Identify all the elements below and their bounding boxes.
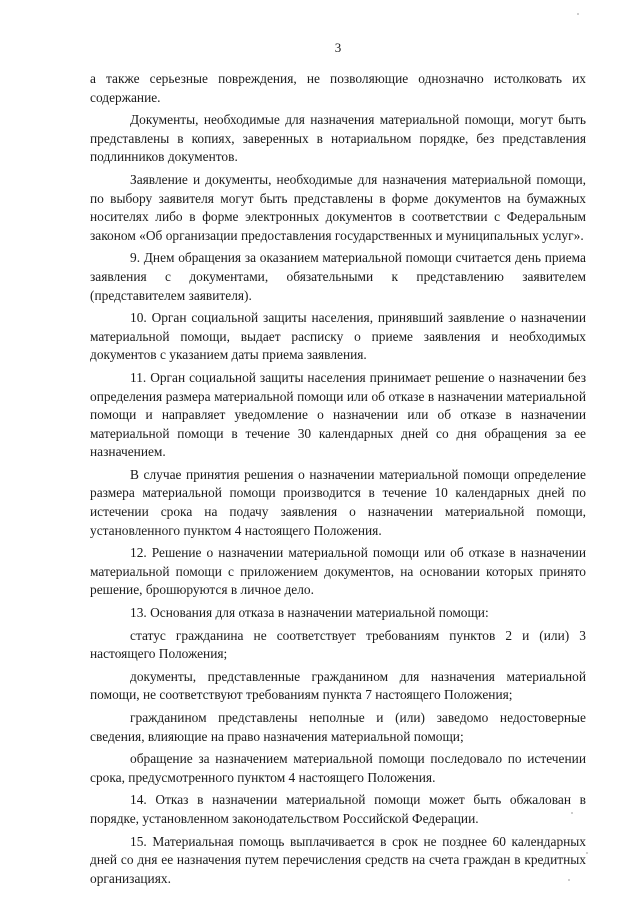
scan-speck [571,812,573,814]
paragraph-item-9: 9. Днем обращения за оказанием материальной помощи считается день приема заявления с документами, обязательными к представлению заявителем (представителем заявителя). [90,250,586,303]
list-item: документы, представленные гражданином для назначения материальной помощи, не соответствуют требованиям пункта 7 настоящего Положения; [90,668,586,703]
paragraph-item-14: 14. Отказ в назначении материальной помощи может быть обжалован в порядке, установленном законодательством Российской Федерации. [90,792,586,826]
document-body [90,70,586,888]
paragraph: Документы, необходимые для назначения материальной помощи, могут быть представлены в копиях, заверенных в нотариальном порядке, без представления подлинников документов. [90,112,586,165]
paragraph-item-10: 10. Орган социальной защиты населения, принявший заявление о назначении материальной помощи, выдает расписку о приеме заявления и необходимых документов с указанием даты приема заявления. [90,310,586,363]
paragraph-item-12: 12. Решение о назначении материальной помощи или об отказе в назначении материальной помощи с приложением документов, на основании которых принято решение, брошюруются в личное дело. [90,545,586,598]
paragraph: Заявление и документы, необходимые для назначения материальной помощи, по выбору заявителя могут быть представлены в форме документов на бумажных носителях либо в форме электронных документов в соответствии с Федеральным законом «Об организации предоставления государственных и муниципальных услуг». [90,171,586,243]
scan-speck [586,852,588,854]
paragraph-item-13: 13. Основания для отказа в назначении материальной помощи: [130,605,489,621]
paragraph-item-11: 11. Орган социальной защиты населения принимает решение о назначении без определения размера материальной помощи или об отказе в назначении материальной помощи и направляет уведомление о назначении или об отказе в назначении материальной помощи в течение 30 календарных дней со дня обращения за ее назначением. [90,369,586,460]
scan-speck [577,13,579,15]
scan-speck [568,879,570,881]
list-item: статус гражданина не соответствует требованиям пунктов 2 и (или) 3 настоящего Положения; [90,627,586,662]
page-number: 3 [334,40,342,55]
list-item: обращение за назначением материальной помощи последовало по истечении срока, предусмотренного пунктом 4 настоящего Положения. [90,751,586,785]
list-item: гражданином представлены неполные и (или) заведомо недостоверные сведения, влияющие на право назначения материальной помощи; [90,710,586,744]
paragraph-continuation: а также серьезные повреждения, не позволяющие однозначно истолковать их содержание. [90,71,586,105]
paragraph-item-15: 15. Материальная помощь выплачивается в срок не позднее 60 календарных дней со дня ее назначения путем перечисления средств на счета граждан в кредитных организациях. [90,833,586,886]
paragraph: В случае принятия решения о назначении материальной помощи определение размера материальной помощи производится в течение 10 календарных дней по истечении срока на подачу заявления о назначении материальной помощи, установленного пунктом 4 настоящего Положения. [90,466,586,538]
